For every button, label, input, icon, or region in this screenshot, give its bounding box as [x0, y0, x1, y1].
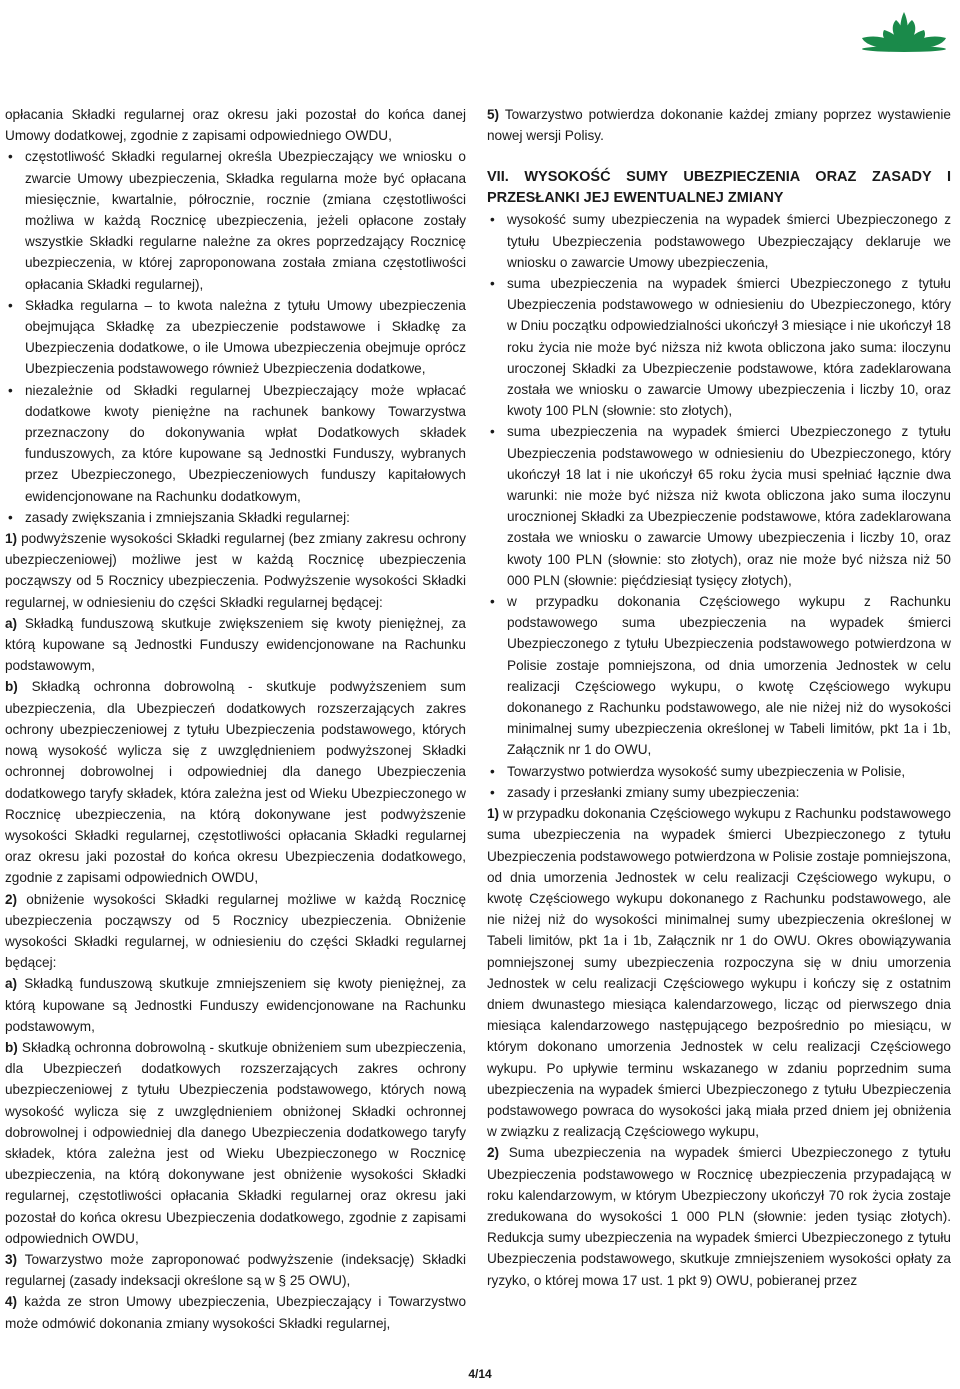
item-number: a) — [5, 615, 18, 631]
bullet-item: • w przypadku dokonania Częściowego wykupu z Rachunku podstawowego suma ubezpieczenia na wypadek śmierci Ubezpieczonego z tytułu Ubezpieczenia podstawowego potwierdzona w Polisie zostaje pomniejszona, od dnia umorzenia Jednostek w celu realizacji Częściowego wykupu, o kwotę Częściowego wykupu dokonanego z Rachunku podstawowego, ale nie niżej niż do wysokości minimalnej sumy ubezpieczenia określonej w Tabeli limitów, pkt 1a i 1b, Załącznik nr 1 do OWU, — [487, 591, 951, 761]
bullet-item: • suma ubezpieczenia na wypadek śmierci Ubezpieczonego z tytułu Ubezpieczenia podstawowego w odniesieniu do Ubezpieczonego, który w Dniu początku odpowiedzialności ukończył 3 miesiące i nie ukończył 18 roku życia nie może być niższa niż kwota obliczona jako suma: iloczynu uroczonej Składki za Ubezpieczenie podstawowe, która zadeklarowana została we wniosku o zawarcie Umowy ubezpieczenia i liczby 10, oraz kwoty 100 PLN (słownie: sto złotych), — [487, 273, 951, 421]
page-number: 4/14 — [468, 1367, 492, 1381]
numbered-item: 2) Suma ubezpieczenia na wypadek śmierci Ubezpieczonego z tytułu Ubezpieczenia podstawowego w Rocznicę ubezpieczenia przypadającą w roku kalendarzowym, w którym Ubezpieczony ukończył 70 rok życia zostaje zredukowana do wysokości 1 000 PLN (słownie: jeden tysiąc złotych). Redukcja sumy ubezpieczenia na wypadek śmierci Ubezpieczonego z tytułu Ubezpieczenia podstawowego, skutkuje zmniejszeniem wysokości opłaty za ryzyko, o której mowa 17 ust. 1 pkt 9) OWU, pobieranej przez — [487, 1145, 951, 1288]
numbered-item: 4) każda ze stron Umowy ubezpieczenia, Ubezpieczający i Towarzystwo może odmówić dokonania zmiany wysokości Składki regularnej, — [5, 1294, 467, 1331]
bullet-item: • suma ubezpieczenia na wypadek śmierci Ubezpieczonego z tytułu Ubezpieczenia podstawowego w odniesieniu do Ubezpieczonego, który ukończył 18 lat i nie ukończył 65 roku życia musi spełniać łącznie dwa warunki: nie może być niższa niż kwota obliczona jako suma iloczynu urocznionej Składki za Ubezpieczenie podstawowe, która zadeklarowana została we wniosku o zawarcie Umowy ubezpieczenia i liczby 10, oraz kwoty 100 PLN (słownie: sto złotych), oraz nie może być niższa niż 50 000 PLN (słownie: pięćdziesiąt tysięcy złotych), — [487, 421, 951, 591]
item-number: 2) — [487, 1145, 500, 1161]
right-column — [487, 104, 951, 1291]
section-heading: VII. WYSOKOŚĆ SUMY UBEZPIECZENIA ORAZ ZASADY I PRZESŁANKI JEJ EWENTUALNEJ ZMIANY — [487, 169, 951, 207]
bullet-item: • częstotliwość Składki regularnej określa Ubezpieczający we wniosku o zwarcie Umowy ubezpieczenia, Składka regularna może być opłacana miesięcznie, kwartalnie, półrocznie, rocznie (zmiana częstotliwości możliwa w każdą Rocznicę ubezpieczenia, jeżeli opłacone zostały wszystkie Składki regularne należne za okres poprzedzający Rocznicę ubezpieczenia, w której zaproponowana została zmiana częstotliwości opłacania Składki regularnej), — [5, 146, 466, 294]
bullet-item: • Towarzystwo potwierdza wysokość sumy ubezpieczenia w Polisie, — [487, 761, 951, 782]
left-column — [5, 104, 466, 1334]
item-number: a) — [5, 976, 18, 992]
numbered-item: a) Składką funduszową skutkuje zwiększeniem się kwoty pieniężnej, za którą kupowane są Jednostki Funduszy ewidencjonowane na Rachunku podstawowym, — [5, 615, 466, 674]
numbered-item: 3) Towarzystwo może zaproponować podwyższenie (indeksację) Składki regularnej (zasady indeksacji określone są w § 25 OWU), — [5, 1251, 467, 1289]
item-number: 4) — [5, 1294, 18, 1310]
numbered-item: 5) Towarzystwo potwierdza dokonanie każdej zmiany poprzez wystawienie nowej wersji Polisy. — [487, 107, 951, 144]
numbered-item: b) Składką ochronna dobrowolną - skutkuje obniżeniem sum ubezpieczenia, dla Ubezpieczeń dodatkowych rozszerzających zakres ochrony ubezpieczeniowej z tytułu Ubezpieczenia podstawowego, których nową wysokość wylicza się z uwzględnieniem obniżonej Składki ochronnej dobrowolnej i odpowiedniej dla danego Ubezpieczenia dodatkowego taryfy składek, która zależna jest od Wieku Ubezpieczonego w Rocznicę ubezpieczenia, na którą dokonywane jest obniżenie wysokości Składki regularnej, częstotliwości opłacania Składki regularnej oraz okresu jaki pozostał do końca okresu Ubezpieczenia dodatkowego, zgodnie z zapisami odpowiednich OWDU, — [5, 1039, 467, 1246]
bullet-item: • wysokość sumy ubezpieczenia na wypadek śmierci Ubezpieczonego z tytułu Ubezpieczenia podstawowego Ubezpieczający deklaruje we wniosku o zawarcie Umowy ubezpieczenia, — [487, 209, 951, 273]
numbered-item: 1) w przypadku dokonania Częściowego wykupu z Rachunku podstawowego suma ubezpieczenia na wypadek śmierci Ubezpieczonego z tytułu Ubezpieczenia podstawowego potwierdzona w Polisie zostaje pomniejszona, od dnia umorzenia Jednostek w celu realizacji Częściowego wykupu, o kwotę Częściowego wykupu dokonanego z Rachunku podstawowego, ale nie niżej niż do wysokości minimalnej sumy ubezpieczenia określonej w Tabeli limitów, pkt 1a i 1b, Załącznik nr 1 do OWU. Okres obowiązywania pomniejszonej sumy ubezpieczenia rozpoczyna się w dniu umorzenia Jednostek w celu realizacji Częściowego wykupu i kończy się z ostatnim dniem dwunastego miesiąca kalendarzowego, licząc od pierwszego dnia miesiąca kalendarzowego następującego bezpośrednio po miesiącu, w którym dokonano umorzenia Jednostek w celu realizacji Częściowego wykupu. Po upływie terminu wskazanego w zdaniu poprzednim suma ubezpieczenia na wypadek śmierci Ubezpieczonego z tytułu Ubezpieczenia podstawowego powraca do wysokości jaką miała przed dniem jej obniżenia w związku z realizacją Częściowego wykupu, — [487, 806, 951, 1140]
item-number: 1) — [5, 531, 18, 547]
fan-shell-logo-icon — [858, 2, 950, 52]
numbered-item: b) Składką ochronna dobrowolną - skutkuje podwyższeniem sum ubezpieczenia, dla Ubezpieczeń dodatkowych rozszerzających zakres ochrony ubezpieczeniowej z tytułu Ubezpieczenia podstawowego, których nową wysokość wylicza się z uwzględnieniem podwyższonej Składki ochronnej dobrowolnej i odpowiedniej dla danego Ubezpieczenia dodatkowego taryfy składek, która zależna jest od Wieku Ubezpieczonego w Rocznicę ubezpieczenia, na którą dokonywane jest podwyższenie wysokości Składki regularnej, częstotliwości opłacania Składki regularnej oraz okresu jaki pozostał do końca okresu Ubezpieczenia dodatkowego, zgodnie z zapisami odpowiednich OWDU, — [5, 679, 466, 886]
numbered-item: a) Składką funduszową skutkuje zmniejszeniem się kwoty pieniężnej, za którą kupowane są Jednostki Funduszy ewidencjonowane na Rachunku podstawowym, — [5, 976, 466, 1034]
item-number: b) — [5, 1039, 18, 1055]
bullet-item: • niezależnie od Składki regularnej Ubezpieczający może wpłacać dodatkowe kwoty pieniężne na rachunek bankowy Towarzystwa przeznaczony do dokonywania wpłat Dodatkowych składek funduszowych, za które kupowane są Jednostki Funduszy, wybranych przez Ubezpieczonego, Ubezpieczeniowych funduszy kapitałowych ewidencjonowane na Rachunku dodatkowym, — [5, 380, 466, 507]
item-number: 1) — [487, 806, 500, 822]
numbered-item: 1) podwyższenie wysokości Składki regularnej (bez zmiany zakresu ochrony ubezpieczeniowej) możliwe jest w każdą Rocznicę ubezpieczenia począwszy od 5 Rocznicy ubezpieczenia. Podwyższenie wysokości Składki regularnej, w odniesieniu do części Składki regularnej będącej: — [5, 531, 466, 610]
item-number: b) — [5, 679, 18, 695]
item-number: 3) — [5, 1251, 18, 1267]
item-number: 2) — [5, 891, 18, 907]
paragraph: opłacania Składki regularnej oraz okresu jaki pozostał do końca danej Umowy dodatkowej, zgodnie z zapisami odpowiedniego OWDU, — [5, 107, 466, 144]
bullet-item: • zasady i przesłanki zmiany sumy ubezpieczenia: — [487, 782, 951, 803]
bullet-item: • Składka regularna – to kwota należna z tytułu Umowy ubezpieczenia obejmująca Składkę za ubezpieczenie podstawowe i Składkę za Ubezpieczenia dodatkowe, o ile Umowa ubezpieczenia obejmuje oprócz Ubezpieczenia podstawowego również Ubezpieczenia dodatkowe, — [5, 295, 466, 380]
bullet-item: • zasady zwiększania i zmniejszania Składki regularnej: — [5, 507, 466, 528]
item-number: 5) — [487, 107, 500, 122]
numbered-item: 2) obniżenie wysokości Składki regularnej możliwe w każdą Rocznicę ubezpieczenia począwszy od 5 Rocznicy ubezpieczenia. Obniżenie wysokości Składki regularnej, w odniesieniu do części Składki regularnej będącej: — [5, 891, 467, 971]
